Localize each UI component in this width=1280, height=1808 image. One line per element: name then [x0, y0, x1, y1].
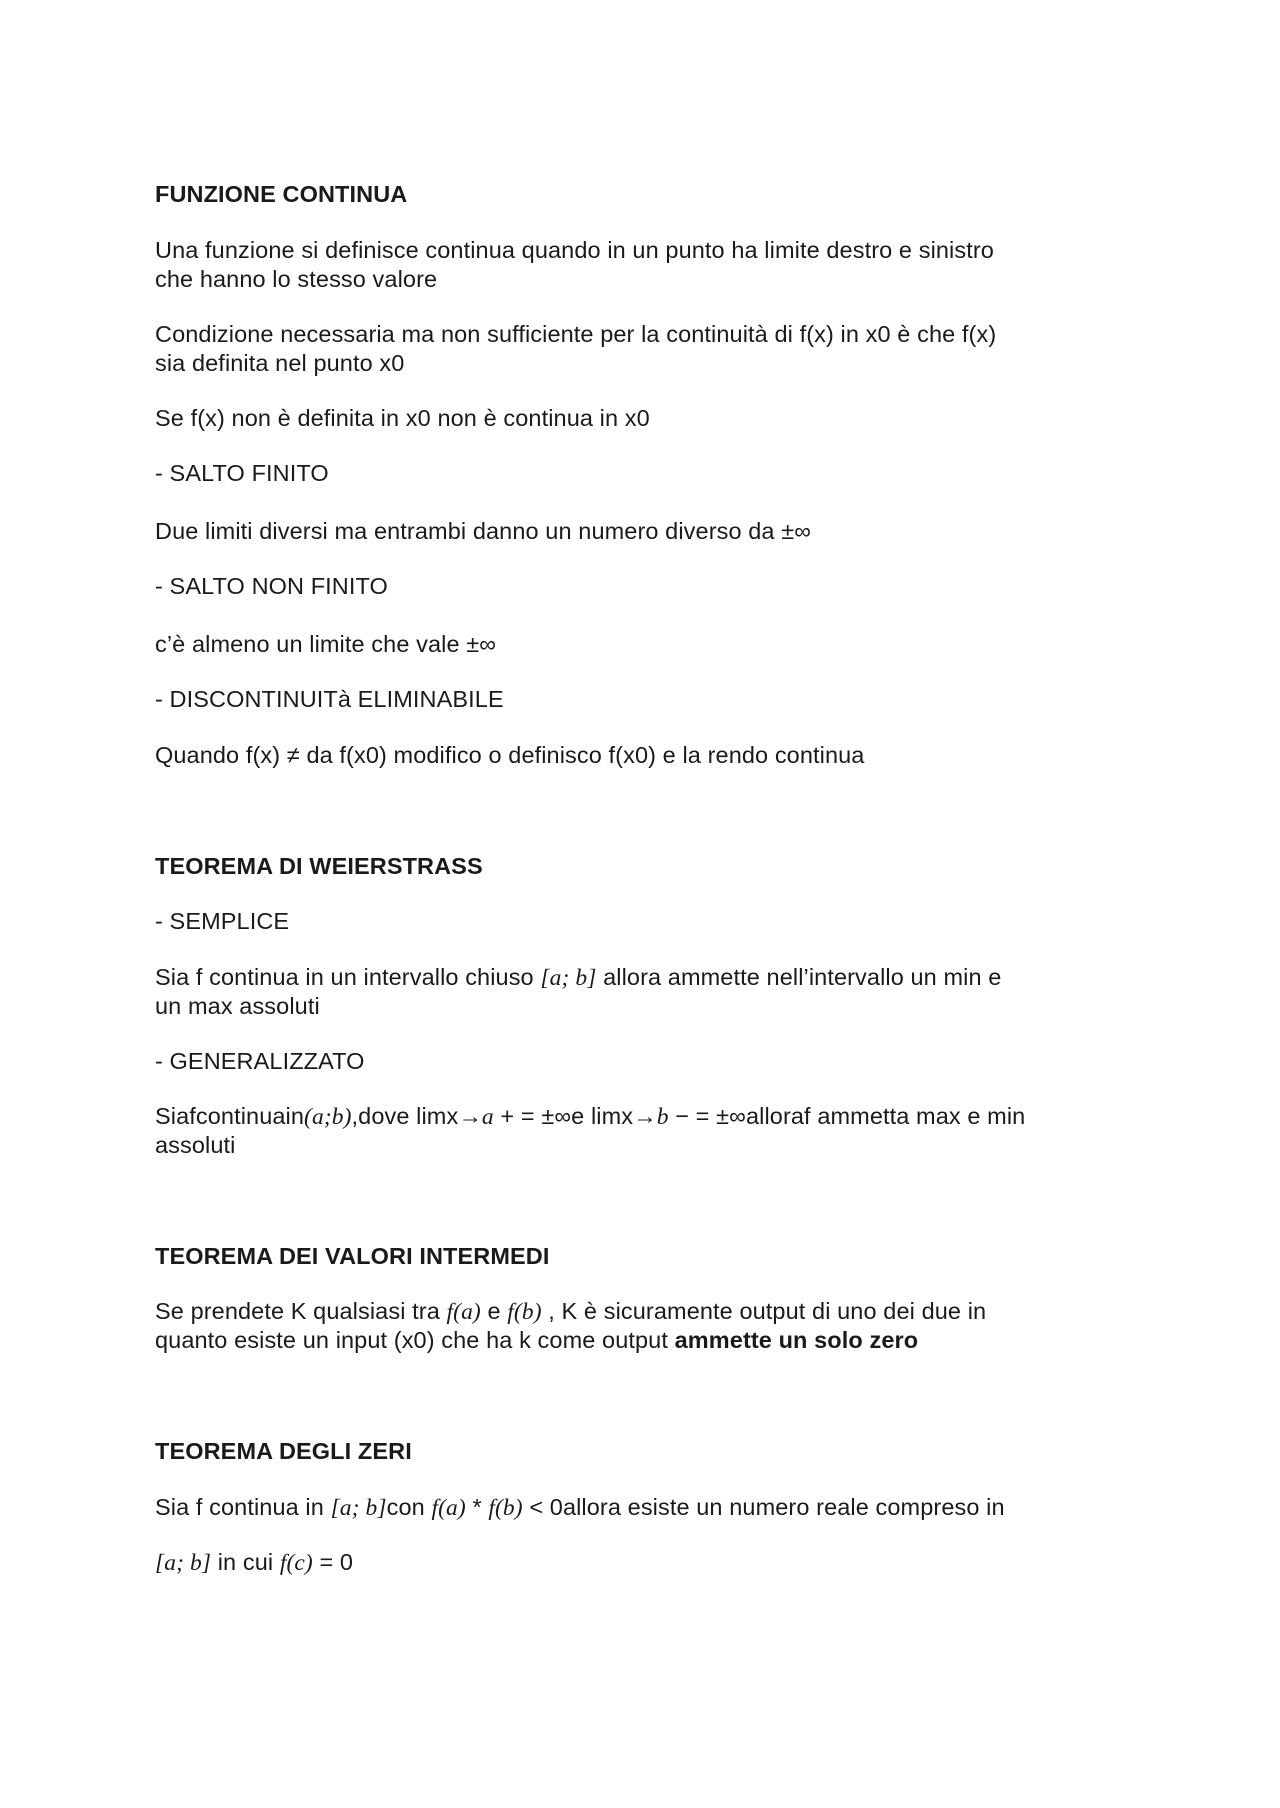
bullet-semplice: - SEMPLICE: [155, 908, 290, 934]
paragraph-line: [155, 1493, 1005, 1523]
bold-text: ammette un solo zero: [674, 1327, 919, 1353]
paragraph-line: Una funzione si definisce continua quando in un punto ha limite destro e sinistro: [155, 237, 994, 263]
text-run: Siafcontinuain: [155, 1103, 305, 1129]
text-run: Sia f continua in: [155, 1494, 331, 1520]
math-expr: f(c): [279, 1550, 313, 1576]
paragraph-line: assoluti: [155, 1132, 236, 1158]
text-run: con: [386, 1494, 432, 1520]
math-expr: f(a): [446, 1299, 481, 1325]
paragraph-line: Due limiti diversi ma entrambi danno un numero diverso da ±∞: [155, 518, 812, 544]
text-run: *: [465, 1494, 489, 1520]
math-interval: (a;b): [304, 1104, 352, 1130]
paragraph-line: un max assoluti: [155, 993, 320, 1019]
math-var: b: [656, 1104, 669, 1130]
paragraph-line: che hanno lo stesso valore: [155, 266, 438, 292]
math-interval: [a; b]: [330, 1495, 387, 1521]
paragraph-line: Se f(x) non è definita in x0 non è continua in x0: [155, 405, 650, 431]
paragraph-line: sia definita nel punto x0: [155, 350, 405, 376]
section-title-valori-intermedi: TEOREMA DEI VALORI INTERMEDI: [155, 1243, 550, 1269]
paragraph-line: [155, 963, 1001, 993]
section-title-zeri: TEOREMA DEGLI ZERI: [155, 1438, 412, 1464]
bullet-discontinuita-eliminabile: - DISCONTINUITà ELIMINABILE: [155, 686, 504, 712]
section-title-weierstrass: TEOREMA DI WEIERSTRASS: [155, 853, 483, 879]
text-run: Se prendete K qualsiasi tra: [155, 1298, 447, 1324]
math-var: a: [481, 1104, 494, 1130]
text-run: , K è sicuramente output di uno dei due in: [541, 1298, 987, 1324]
math-expr: f(b): [488, 1495, 523, 1521]
math-interval: [a; b]: [155, 1550, 212, 1576]
bullet-salto-finito: - SALTO FINITO: [155, 460, 329, 486]
paragraph-line: [155, 1548, 353, 1578]
text-run: − = ±∞alloraf ammetta max e min: [668, 1103, 1026, 1129]
text-run: Sia f continua in un intervallo chiuso: [155, 964, 541, 990]
paragraph-line: [155, 1102, 1025, 1132]
paragraph-line: c’è almeno un limite che vale ±∞: [155, 631, 497, 657]
bullet-generalizzato: - GENERALIZZATO: [155, 1048, 365, 1074]
bullet-salto-non-finito: - SALTO NON FINITO: [155, 573, 388, 599]
paragraph-line: [155, 1326, 918, 1355]
math-expr: f(a): [431, 1495, 466, 1521]
text-run: = 0: [312, 1549, 354, 1575]
text-run: in cui: [211, 1549, 280, 1575]
text-run: ,dove limx→: [351, 1103, 482, 1129]
text-run: quanto esiste un input (x0) che ha k come output: [155, 1327, 675, 1353]
text-run: < 0allora esiste un numero reale compreso in: [522, 1494, 1005, 1520]
text-run: + = ±∞e limx→: [493, 1103, 657, 1129]
math-interval: [a; b]: [540, 965, 597, 991]
math-expr: f(b): [507, 1299, 542, 1325]
paragraph-line: [155, 1297, 986, 1327]
section-title-funzione-continua: FUNZIONE CONTINUA: [155, 181, 408, 207]
paragraph-line: Condizione necessaria ma non sufficiente per la continuità di f(x) in x0 è che f(x): [155, 321, 997, 347]
text-run: allora ammette nell’intervallo un min e: [596, 964, 1002, 990]
paragraph-line: Quando f(x) ≠ da f(x0) modifico o definisco f(x0) e la rendo continua: [155, 742, 865, 768]
text-run: e: [480, 1298, 508, 1324]
